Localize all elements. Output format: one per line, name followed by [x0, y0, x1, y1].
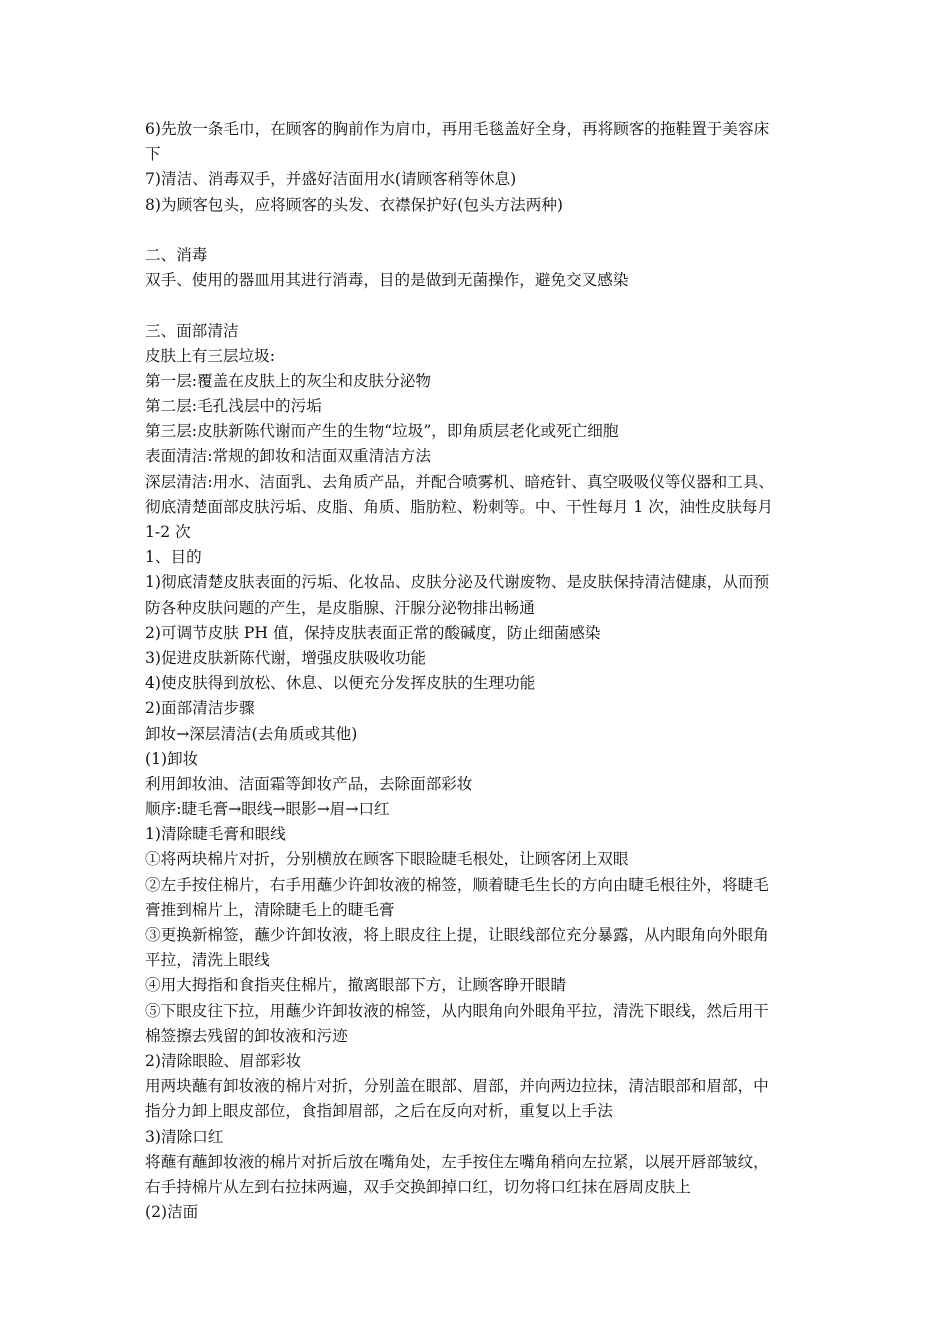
subsection-heading: 2)清除眼睑、眉部彩妆 [145, 1051, 302, 1070]
text-line: 下 [145, 145, 161, 164]
text-line: 表面清洁:常规的卸妆和洁面双重清洁方法 [145, 447, 431, 466]
text-line: 1)彻底清楚皮肤表面的污垢、化妆品、皮肤分泌及代谢废物、是皮肤保持清洁健康，从而预 [145, 573, 770, 592]
text-line: 利用卸妆油、洁面霜等卸妆产品，去除面部彩妆 [145, 774, 473, 793]
text-line: 将蘸有蘸卸妆液的棉片对折后放在嘴角处，左手按住左嘴角稍向左拉紧，以展开唇部皱纹， [145, 1152, 769, 1171]
text-line: 棉签擦去残留的卸妆液和污迹 [145, 1026, 348, 1045]
text-line: 2)可调节皮肤 PH 值，保持皮肤表面正常的酸碱度，防止细菌感染 [145, 623, 601, 642]
text-line: 防各种皮肤问题的产生，是皮脂腺、汗腺分泌物排出畅通 [145, 598, 535, 617]
section-heading: 二、消毒 [145, 245, 208, 264]
subsection-heading: 3)清除口红 [145, 1127, 224, 1146]
text-line: 6)先放一条毛巾，在顾客的胸前作为肩巾，再用毛毯盖好全身，再将顾客的拖鞋置于美容床 [145, 120, 770, 138]
text-line: ④用大拇指和食指夹住棉片，撤离眼部下方，让顾客睁开眼睛 [145, 976, 567, 995]
text-line: ②左手按住棉片，右手用蘸少许卸妆液的棉签，顺着睫毛生长的方向由睫毛根往外，将睫毛 [145, 875, 769, 894]
subsection-heading: 2)面部清洁步骤 [145, 699, 255, 718]
text-line: ③更换新棉签，蘸少许卸妆液，将上眼皮往上提，让眼线部位充分暴露，从内眼角向外眼角 [145, 926, 769, 944]
text-line: 双手、使用的器皿用其进行消毒，目的是做到无菌操作，避免交叉感染 [145, 271, 629, 290]
text-line: 用两块蘸有卸妆液的棉片对折，分别盖在眼部、眉部，并向两边拉抹，清洁眼部和眉部，中 [145, 1077, 769, 1096]
subsection-heading: 1、目的 [145, 548, 202, 567]
text-line: 8)为顾客包头，应将顾客的头发、衣襟保护好(包头方法两种) [145, 195, 564, 214]
text-line: 平拉，清洗上眼线 [145, 951, 270, 970]
text-line: ①将两块棉片对折，分别横放在顾客下眼睑睫毛根处，让顾客闭上双眼 [145, 850, 629, 869]
text-line: 右手持棉片从左到右拉抹两遍，双手交换卸掉口红，切勿将口红抹在唇周皮肤上 [145, 1177, 691, 1196]
text-line: 第三层:皮肤新陈代谢而产生的生物“垃圾”，即角质层老化或死亡细胞 [145, 422, 619, 441]
subsection-heading: 1)清除睫毛膏和眼线 [145, 825, 286, 844]
document-body [145, 117, 813, 1225]
subsection-heading: (2)洁面 [145, 1203, 199, 1222]
text-line: 第一层:覆盖在皮肤上的灰尘和皮肤分泌物 [145, 371, 431, 390]
text-line: 第二层:毛孔浅层中的污垢 [145, 397, 322, 416]
text-line: 深层清洁:用水、洁面乳、去角质产品，并配合喷雾机、暗疮针、真空吸吸仪等仪器和工具、 [145, 472, 775, 491]
text-line: 1-2 次 [145, 523, 191, 541]
text-line: 3)促进皮肤新陈代谢，增强皮肤吸收功能 [145, 648, 427, 667]
text-line: 指分力卸上眼皮部位，食指卸眉部，之后在反向对析，重复以上手法 [145, 1102, 613, 1121]
text-line: 皮肤上有三层垃圾: [145, 346, 276, 365]
blank-line [145, 218, 813, 243]
section-heading: 三、面部清洁 [145, 321, 239, 340]
text-line: 彻底清楚面部皮肤污垢、皮脂、角质、脂肪粒、粉刺等。中、干性每月 1 次，油性皮肤每月 [145, 497, 773, 516]
text-line: ⑤下眼皮往下拉，用蘸少许卸妆液的棉签，从内眼角向外眼角平拉，清洗下眼线，然后用干 [145, 1001, 769, 1020]
text-line: 7)清洁、消毒双手，并盛好洁面用水(请顾客稍等休息) [145, 170, 517, 189]
text-line: 顺序:睫毛膏→眼线→眼影→眉→口红 [145, 800, 390, 819]
subsection-heading: (1)卸妆 [145, 749, 199, 768]
blank-line [145, 293, 813, 318]
text-line: 膏推到棉片上，清除睫毛上的睫毛膏 [145, 900, 395, 919]
text-line: 4)使皮肤得到放松、休息、以便充分发挥皮肤的生理功能 [145, 674, 536, 693]
text-line: 卸妆→深层清洁(去角质或其他) [145, 724, 358, 743]
